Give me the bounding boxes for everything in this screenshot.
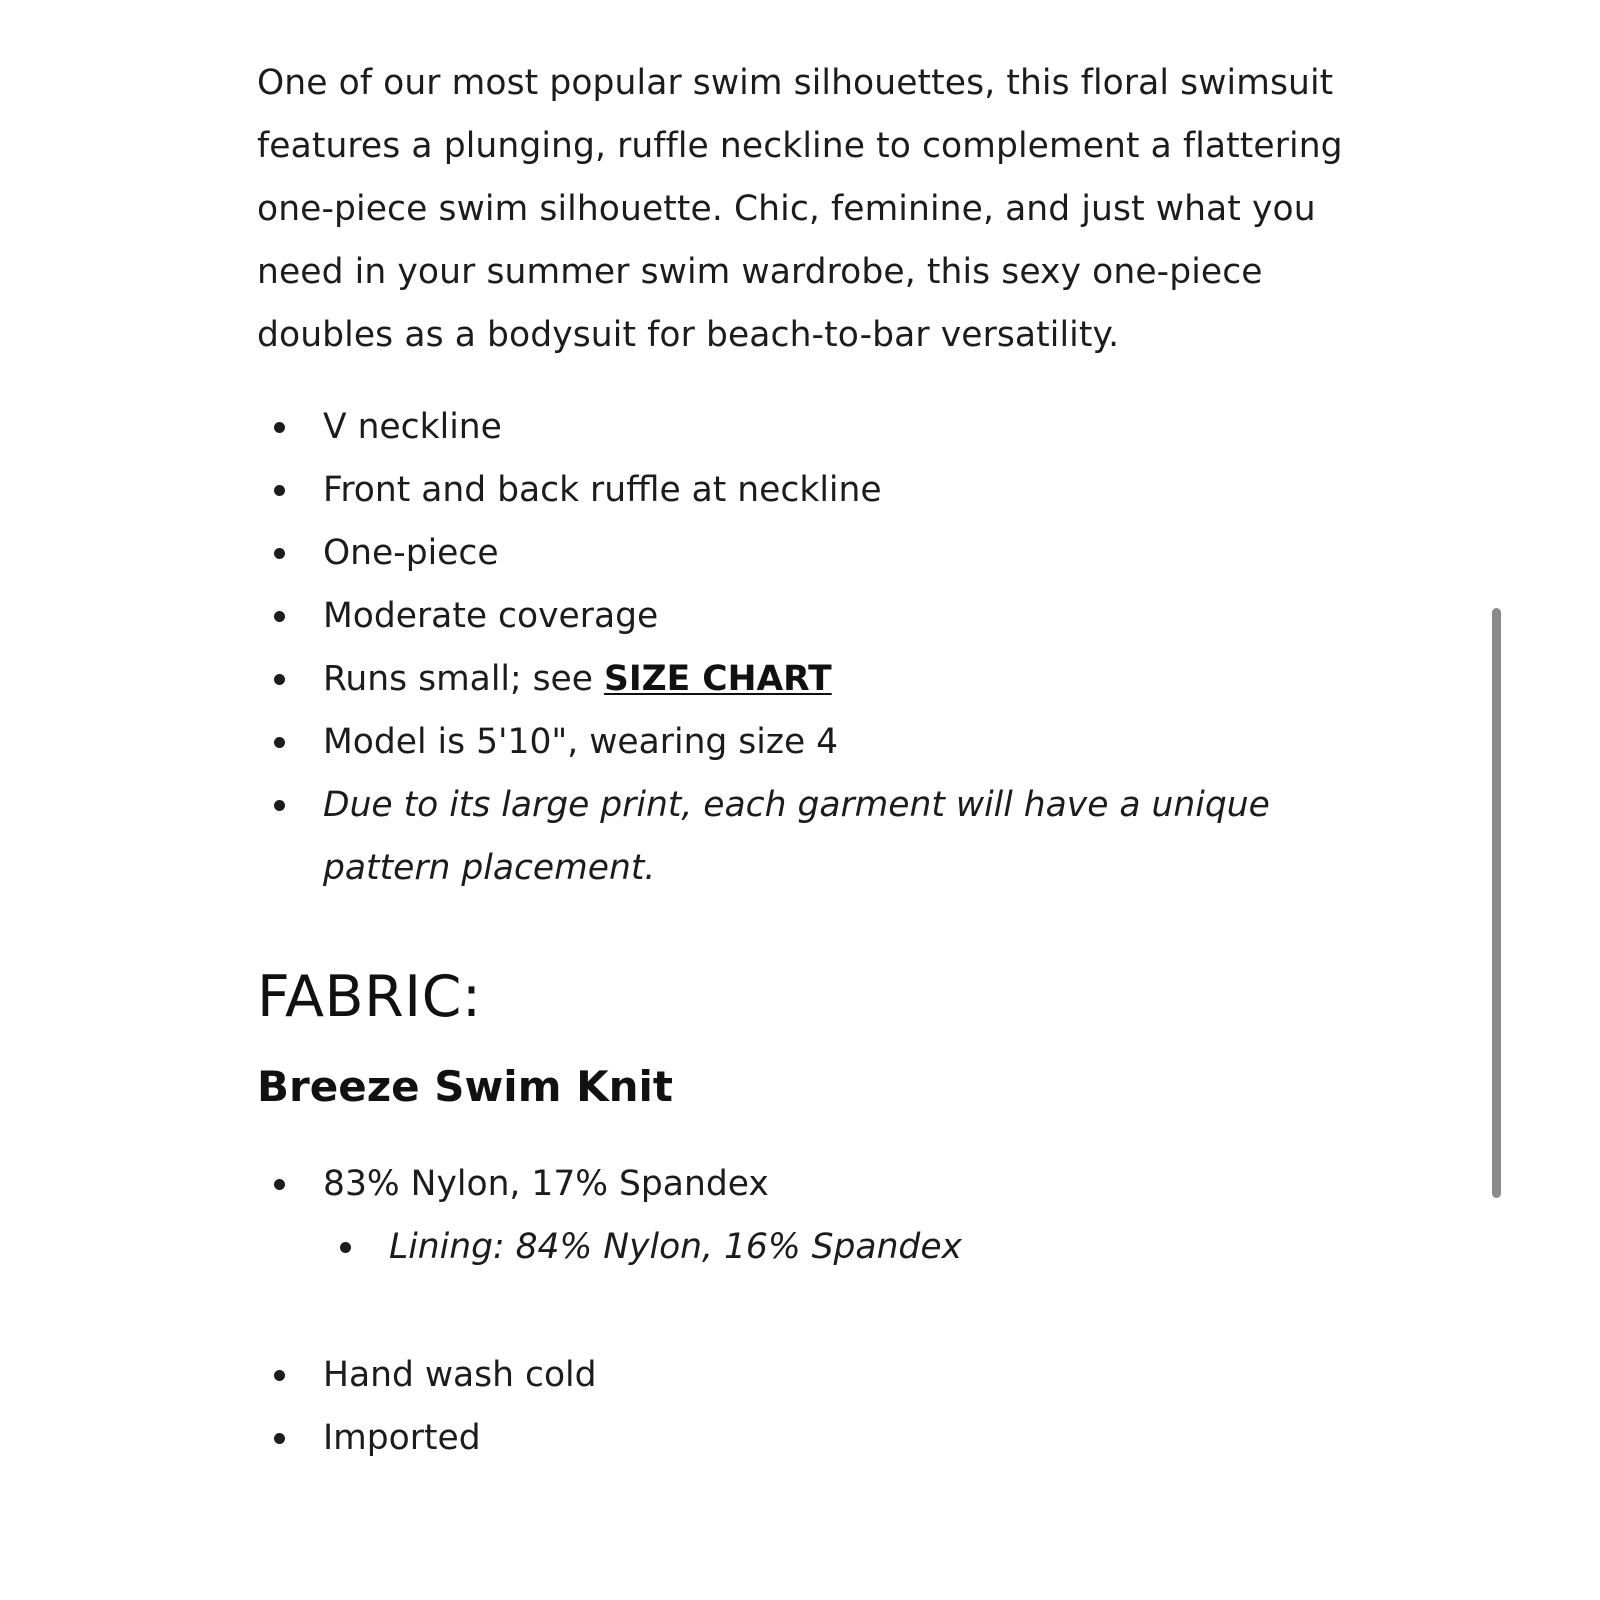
fabric-composition: 83% Nylon, 17% Spandex bbox=[323, 1164, 769, 1204]
bullet-icon bbox=[274, 737, 285, 748]
list-item bbox=[257, 459, 1367, 522]
bullet-icon bbox=[274, 485, 285, 496]
bullet-icon bbox=[274, 611, 285, 622]
list-item bbox=[257, 711, 1367, 774]
list-item bbox=[257, 1153, 1367, 1216]
care-text: Imported bbox=[323, 1418, 481, 1458]
feature-text: One-piece bbox=[323, 533, 499, 573]
print-note-text: Due to its large print, each garment will have a unique pattern placement. bbox=[323, 785, 1270, 888]
list-item bbox=[257, 396, 1367, 459]
bullet-icon bbox=[340, 1242, 351, 1253]
size-chart-link[interactable]: SIZE CHART bbox=[603, 659, 832, 699]
feature-list bbox=[257, 396, 1367, 900]
feature-text: V neckline bbox=[323, 407, 502, 447]
list-item bbox=[257, 1344, 1367, 1407]
feature-text: Front and back ruffle at neckline bbox=[323, 470, 882, 510]
list-item bbox=[257, 1407, 1367, 1470]
product-description bbox=[257, 52, 1367, 1470]
bullet-icon bbox=[274, 422, 285, 433]
bullet-icon bbox=[274, 800, 285, 811]
care-text: Hand wash cold bbox=[323, 1355, 597, 1395]
size-note-text: Runs small; see bbox=[323, 659, 604, 699]
fabric-name: Breeze Swim Knit bbox=[257, 1062, 674, 1111]
description-paragraph: One of our most popular swim silhouettes, this floral swimsuit features a plunging, ruffle neckline to complement a flattering one-piece swim silhouette. Chic, feminine, and just what you need in your summer swim wardrobe, this sexy one-piece doubles as a bodysuit for beach-to-bar versatility. bbox=[257, 63, 1343, 355]
list-item bbox=[257, 585, 1367, 648]
list-item bbox=[257, 1216, 1367, 1279]
fabric-heading: FABRIC: bbox=[257, 964, 482, 1030]
bullet-icon bbox=[274, 548, 285, 559]
fabric-list bbox=[257, 1153, 1367, 1279]
list-item bbox=[257, 774, 1367, 900]
bullet-icon bbox=[274, 1179, 285, 1190]
list-item bbox=[257, 522, 1367, 585]
care-list bbox=[257, 1344, 1367, 1470]
model-note-text: Model is 5'10", wearing size 4 bbox=[323, 722, 839, 762]
feature-text: Moderate coverage bbox=[323, 596, 659, 636]
list-item bbox=[257, 648, 1367, 711]
scrollbar-thumb[interactable] bbox=[1492, 608, 1501, 1198]
bullet-icon bbox=[274, 1370, 285, 1381]
fabric-lining: Lining: 84% Nylon, 16% Spandex bbox=[389, 1227, 962, 1267]
bullet-icon bbox=[274, 674, 285, 685]
bullet-icon bbox=[274, 1433, 285, 1444]
